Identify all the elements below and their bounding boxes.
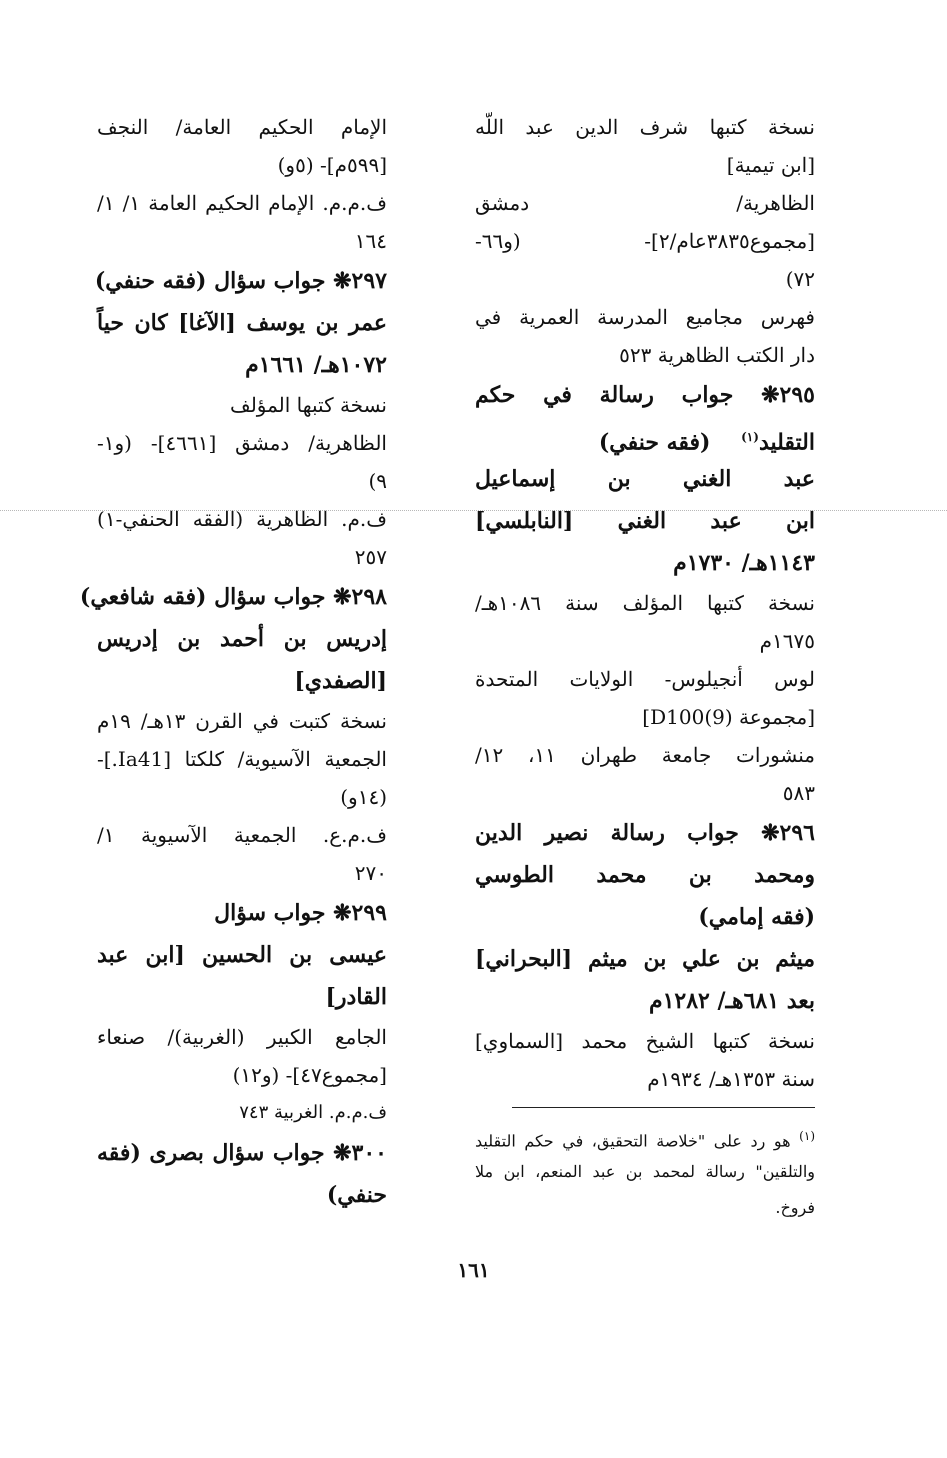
line-text: نسخة كتبها المؤلف سنة ١٠٨٦هـ/ bbox=[475, 591, 815, 615]
left-column-line-18 bbox=[97, 778, 387, 816]
line-text: عبد الغني بن إسماعيل bbox=[475, 466, 815, 492]
right-column-line-7 bbox=[475, 336, 815, 374]
right-column-line-9 bbox=[475, 416, 815, 458]
right-column-line-19 bbox=[475, 812, 815, 854]
line-text: ف.م. الظاهرية (الفقه الحنفي-١) bbox=[97, 507, 387, 531]
right-column-line-23 bbox=[475, 980, 815, 1022]
line-text: ف.م.م. الإمام الحكيم العامة ١/ ١/ bbox=[97, 191, 387, 215]
left-column-line-7 bbox=[97, 344, 387, 386]
line-text: ١٦٧٥م bbox=[759, 629, 815, 653]
right-column-line-3 bbox=[475, 184, 815, 222]
left-column-line-14 bbox=[97, 618, 387, 660]
line-text: عمر بن يوسف [الآغا] كان حياً bbox=[97, 310, 387, 336]
line-text: ميثم بن علي بن ميثم [البحراني] bbox=[475, 946, 815, 972]
line-text: ٧٢) bbox=[785, 267, 815, 291]
line-text: ف.م.ع. الجمعية الآسيوية ١/ bbox=[97, 823, 387, 847]
right-column-line-24 bbox=[475, 1022, 815, 1060]
left-column-line-27 bbox=[97, 1132, 387, 1174]
left-column-line-23 bbox=[97, 976, 387, 1018]
left-column-line-10 bbox=[97, 462, 387, 500]
left-column-line-3 bbox=[97, 184, 387, 222]
line-text: (فقه إمامي) bbox=[698, 904, 815, 930]
right-column-line-21 bbox=[475, 896, 815, 938]
left-column-line-25 bbox=[97, 1056, 387, 1094]
right-column-line-16 bbox=[475, 698, 815, 736]
line-text: لوس أنجيلوس- الولايات المتحدة bbox=[475, 667, 815, 691]
line-text: فهرس مجاميع المدرسة العمرية في bbox=[475, 305, 815, 329]
line-text: الإمام الحكيم العامة/ النجف bbox=[97, 115, 387, 139]
right-column-line-20 bbox=[475, 854, 815, 896]
left-column-line-24 bbox=[97, 1018, 387, 1056]
footnote-line-3 bbox=[475, 1190, 815, 1226]
line-text: ومحمد بن محمد الطوسي bbox=[475, 862, 815, 888]
right-column-line-4 bbox=[475, 222, 815, 260]
left-column-line-19 bbox=[97, 816, 387, 854]
line-text: الجمعية الآسيوية/ كلكتا [Ia41.]- bbox=[97, 747, 387, 771]
left-column-line-2 bbox=[97, 146, 387, 184]
line-text: ٢٩٦❋ جواب رسالة نصير الدين bbox=[475, 820, 815, 846]
line-text: بعد ٦٨١هـ/ ١٢٨٢م bbox=[648, 988, 815, 1014]
left-column-line-8 bbox=[97, 386, 387, 424]
right-column-line-15 bbox=[475, 660, 815, 698]
line-text: ٢٩٥❋ جواب رسالة في حكم bbox=[475, 382, 815, 408]
line-text: [مجموعة D100(9)] bbox=[642, 705, 815, 729]
line-text: [ابن تيمية] bbox=[726, 153, 815, 177]
right-column-line-25 bbox=[475, 1060, 815, 1098]
footnote-line-2 bbox=[475, 1154, 815, 1190]
line-text: نسخة كتبها شرف الدين عبد اللّه bbox=[475, 115, 815, 139]
line-text: القادر] bbox=[325, 984, 387, 1010]
right-column-line-17 bbox=[475, 736, 815, 774]
line-text: ف.م.م. الغربية ٧٤٣ bbox=[239, 1102, 387, 1123]
line-text: ٢٩٩❋ جواب سؤال bbox=[214, 900, 387, 926]
right-column-line-6 bbox=[475, 298, 815, 336]
line-text: نسخة كتبها المؤلف bbox=[229, 393, 387, 417]
right-column-line-2 bbox=[475, 146, 815, 184]
left-column-line-6 bbox=[97, 302, 387, 344]
footnote-line-1 bbox=[475, 1118, 815, 1154]
footnote-marker: (١) bbox=[741, 430, 759, 444]
right-column-line-11 bbox=[475, 500, 815, 542]
right-column bbox=[475, 108, 815, 1098]
left-column-line-22 bbox=[97, 934, 387, 976]
line-text: نسخة كتبت في القرن ١٣هـ/ ١٩م bbox=[97, 709, 387, 733]
footnote-text: فروخ. bbox=[775, 1198, 815, 1217]
line-text-after: (فقه حنفي) bbox=[598, 429, 742, 456]
right-column-line-10 bbox=[475, 458, 815, 500]
line-text: حنفي) bbox=[326, 1182, 387, 1208]
left-column-line-15 bbox=[97, 660, 387, 702]
line-text: ١٠٧٢هـ/ ١٦٦١م bbox=[245, 352, 387, 378]
right-column-line-18 bbox=[475, 774, 815, 812]
line-text: ١٦٤ bbox=[354, 229, 387, 253]
line-text: ٢٧٠ bbox=[354, 861, 387, 885]
left-column-line-20 bbox=[97, 854, 387, 892]
line-text: التقليد bbox=[758, 429, 815, 456]
footnote-text: والتلقين" رسالة لمحمد بن عبد المنعم، ابن ملا bbox=[475, 1162, 815, 1181]
right-column-line-5 bbox=[475, 260, 815, 298]
line-text: [مجموع٤٧]- (و١٢) bbox=[232, 1063, 387, 1087]
line-text: (١٤و) bbox=[340, 785, 387, 809]
left-column-line-4 bbox=[97, 222, 387, 260]
line-text: منشورات جامعة طهران ١١، ١٢/ bbox=[475, 743, 816, 767]
left-column-line-5 bbox=[94, 260, 387, 302]
line-text: [الصفدي] bbox=[294, 668, 387, 694]
right-column-line-12 bbox=[475, 542, 815, 584]
right-column-line-22 bbox=[475, 938, 815, 980]
line-text: [مجموع٣٨٣٥عام/٢]- (و٦٦- bbox=[475, 229, 815, 253]
line-text: ابن عبد الغني [النابلسي] bbox=[475, 508, 815, 534]
right-column-line-14 bbox=[475, 622, 815, 660]
line-text: سنة ١٣٥٣هـ/ ١٩٣٤م bbox=[647, 1067, 815, 1091]
left-column-line-1 bbox=[97, 108, 387, 146]
line-text: ٢٥٧ bbox=[354, 545, 387, 569]
right-column-line-8 bbox=[475, 374, 815, 416]
footnote-text: هو رد على "خلاصة التحقيق، في حكم التقليد bbox=[475, 1131, 800, 1151]
line-text: [٥٩٩م]- (٥و) bbox=[277, 153, 387, 177]
left-column-line-21 bbox=[97, 892, 387, 934]
page-number: ١٦١ bbox=[457, 1258, 490, 1282]
line-text: ٢٩٧❋ جواب سؤال (فقه حنفي) bbox=[94, 268, 387, 294]
footnote bbox=[475, 1118, 815, 1226]
line-text: ٩) bbox=[368, 469, 387, 493]
footnote-separator bbox=[512, 1107, 815, 1108]
line-text: نسخة كتبها الشيخ محمد [السماوي] bbox=[475, 1029, 815, 1053]
left-column-line-26 bbox=[97, 1094, 387, 1132]
line-text: عيسى بن الحسين [ابن عبد bbox=[97, 942, 387, 968]
line-text: الظاهرية/ دمشق [٤٦٦١]- (و١- bbox=[97, 431, 387, 455]
left-column-line-13 bbox=[79, 576, 387, 618]
line-text: ١١٤٣هـ/ ١٧٣٠م bbox=[673, 550, 815, 576]
left-column-line-17 bbox=[97, 740, 387, 778]
left-column bbox=[79, 108, 387, 1216]
left-column-line-28 bbox=[97, 1174, 387, 1216]
line-text: الجامع الكبير (الغربية)/ صنعاء bbox=[97, 1025, 387, 1049]
left-column-line-11 bbox=[97, 500, 387, 538]
footnote-marker: (١) bbox=[799, 1129, 815, 1143]
line-text: إدريس بن أحمد بن إدريس bbox=[97, 626, 387, 652]
line-text: الظاهرية/ دمشق bbox=[475, 191, 815, 215]
right-column-line-13 bbox=[475, 584, 815, 622]
right-column-line-1 bbox=[475, 108, 815, 146]
left-column-line-9 bbox=[97, 424, 387, 462]
line-text: ٣٠٠❋ جواب سؤال بصرى (فقه bbox=[97, 1140, 387, 1166]
line-text: ٢٩٨❋ جواب سؤال (فقه شافعي) bbox=[79, 584, 387, 610]
left-column-line-12 bbox=[97, 538, 387, 576]
line-text: ٥٨٣ bbox=[782, 781, 815, 805]
left-column-line-16 bbox=[97, 702, 387, 740]
line-text: دار الكتب الظاهرية ٥٢٣ bbox=[619, 343, 815, 367]
